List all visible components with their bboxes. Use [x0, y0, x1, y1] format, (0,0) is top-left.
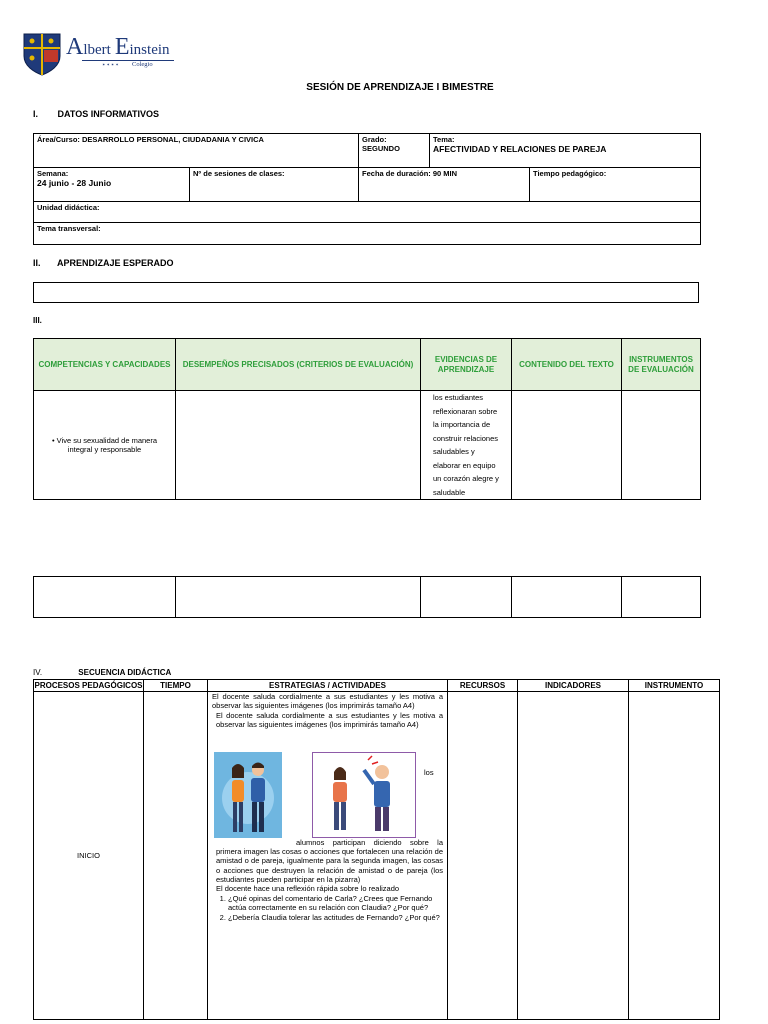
grado-value: SEGUNDO: [362, 144, 400, 154]
header-instrumentos: INSTRUMENTOS DE EVALUACIÓN: [622, 339, 701, 391]
section-1-number: I.: [33, 109, 39, 119]
couple-conflict-image: [312, 752, 416, 838]
section-1-heading: [33, 109, 159, 119]
semana-label: Semana:: [37, 169, 69, 178]
area-cell: [34, 134, 359, 168]
section-4-number: IV.: [33, 668, 43, 677]
empty-cell-4: [512, 577, 622, 618]
header-procesos: PROCESOS PEDAGÓGICOS: [34, 681, 143, 690]
section-3-number: III.: [33, 316, 42, 325]
section-4-heading: [33, 668, 171, 677]
paragraph-4: El docente hace una reflexión rápida sobre lo realizado: [216, 884, 400, 894]
logo-letter-a: A: [66, 34, 84, 60]
estrategias-cell: [208, 692, 448, 1020]
semana-cell: [34, 168, 190, 202]
desempeno-cell: [176, 391, 421, 500]
empty-row-table: [33, 576, 701, 618]
question-1: 1. ¿Qué opinas del comentario de Carla? ¿Crees que Fernando actúa correctamente en su relación con Claudia? ¿Por qué?: [228, 894, 443, 913]
section-2-number: II.: [33, 258, 41, 268]
couple-happy-image: [214, 752, 282, 838]
tema-cell: [430, 134, 701, 168]
images-row: [212, 752, 443, 838]
paragraph-2: El docente saluda cordialmente a sus estudiantes y les motiva a observar las siguientes imágenes (los imprimirás tamaño A4): [216, 710, 443, 730]
header-evidencias: EVIDENCIAS DE APRENDIZAJE: [421, 339, 512, 391]
tema-value: AFECTIVIDAD Y RELACIONES DE PAREJA: [433, 144, 607, 155]
area-label: Área/Curso: DESARROLLO PERSONAL, CIUDADANIA Y CIVICA: [37, 135, 264, 144]
proceso-cell: [34, 692, 144, 1020]
sesiones-cell: [190, 168, 359, 202]
tema-label: Tema:: [433, 135, 455, 144]
paragraph-3: [212, 838, 443, 885]
logo-swoosh: [82, 60, 174, 61]
contenido-cell: [512, 391, 622, 500]
section-4-title: SECUENCIA DIDÁCTICA: [78, 668, 172, 677]
indicadores-cell: [518, 692, 629, 1020]
instrumento-cell: [622, 391, 701, 500]
header-competencias: COMPETENCIAS Y CAPACIDADES: [34, 339, 176, 391]
header-desempenos: DESEMPEÑOS PRECISADOS (CRITERIOS DE EVALUACIÓN): [176, 339, 421, 391]
tiempo-cell: [530, 168, 701, 202]
paragraph-3-text: alumnos participan diciendo sobre la primera imagen las cosas o acciones que fortalecen una relación de amistad o de pareja, igualmente para la segunda imagen, las cosas o acciones que destruyen la relación de amistad o de pareja (los estudiantes pueden participar en la pizarra): [216, 837, 443, 884]
empty-cell-2: [176, 577, 421, 618]
evidencia-cell: [421, 391, 512, 500]
logo-subtitle: Colegio: [132, 61, 153, 68]
question-2: 2. ¿Debería Claudia tolerar las actitudes de Fernando? ¿Por qué?: [228, 913, 443, 922]
datos-table: [33, 133, 701, 245]
logo-word-lbert: lbert: [83, 42, 111, 58]
header-estrategias: ESTRATEGIAS / ACTIVIDADES: [208, 680, 448, 692]
competencia-text: • Vive su sexualidad de manera integral y responsable: [51, 435, 158, 454]
page-title: SESIÓN DE APRENDIZAJE I BIMESTRE: [306, 82, 494, 93]
instrumento-cell-seq: [629, 692, 720, 1020]
competencias-table: [33, 338, 701, 500]
logo-stars: ✶ ✶ ✶ ✶: [102, 62, 119, 67]
tiempo-cell-seq: [144, 692, 208, 1020]
logo-word-instein: instein: [129, 42, 170, 58]
question-list: [212, 894, 443, 922]
evidencia-text: los estudiantes reflexionaran sobre la importancia de construir relaciones saludables y elaborar en equipo un corazón alegre y saludable: [433, 393, 499, 497]
header-tiempo: TIEMPO: [144, 680, 208, 692]
crest-icon: [22, 32, 62, 76]
paragraph-1: El docente saluda cordialmente a sus estudiantes y les motiva a observar las siguientes imágenes (los imprimirás tamaño A4): [212, 692, 443, 711]
recursos-cell: [448, 692, 518, 1020]
unidad-label: Unidad didáctica:: [37, 203, 100, 212]
tema-transversal-label: Tema transversal:: [37, 224, 101, 233]
proceso-inicio: INICIO: [77, 850, 100, 860]
header-indicadores: INDICADORES: [518, 680, 629, 692]
sesiones-label: Nº de sesiones de clases:: [193, 169, 285, 178]
word-los: los: [424, 767, 434, 777]
duracion-label: Fecha de duración: 90 MIN: [362, 169, 458, 178]
empty-cell-1: [34, 577, 176, 618]
section-1-title: DATOS INFORMATIVOS: [57, 109, 160, 119]
aprendizaje-esperado-box: [33, 282, 699, 303]
tema-transversal-cell: [34, 223, 701, 245]
grado-label: Grado:: [362, 135, 387, 144]
empty-cell-3: [421, 577, 512, 618]
secuencia-table: [33, 679, 720, 1020]
section-2-title: APRENDIZAJE ESPERADO: [57, 258, 174, 268]
header-instrumento: INSTRUMENTO: [629, 680, 720, 692]
semana-value: 24 junio - 28 Junio: [37, 178, 112, 189]
header-recursos: RECURSOS: [448, 680, 518, 692]
section-2-heading: [33, 258, 174, 268]
tiempo-label: Tiempo pedagógico:: [533, 169, 607, 178]
school-logo: [22, 32, 182, 76]
empty-cell-5: [622, 577, 701, 618]
unidad-cell: [34, 202, 701, 223]
grado-cell: [359, 134, 430, 168]
duracion-cell: [359, 168, 530, 202]
competencia-cell: [34, 391, 176, 500]
logo-letter-e: E: [114, 34, 130, 60]
header-contenido: CONTENIDO DEL TEXTO: [512, 339, 622, 391]
